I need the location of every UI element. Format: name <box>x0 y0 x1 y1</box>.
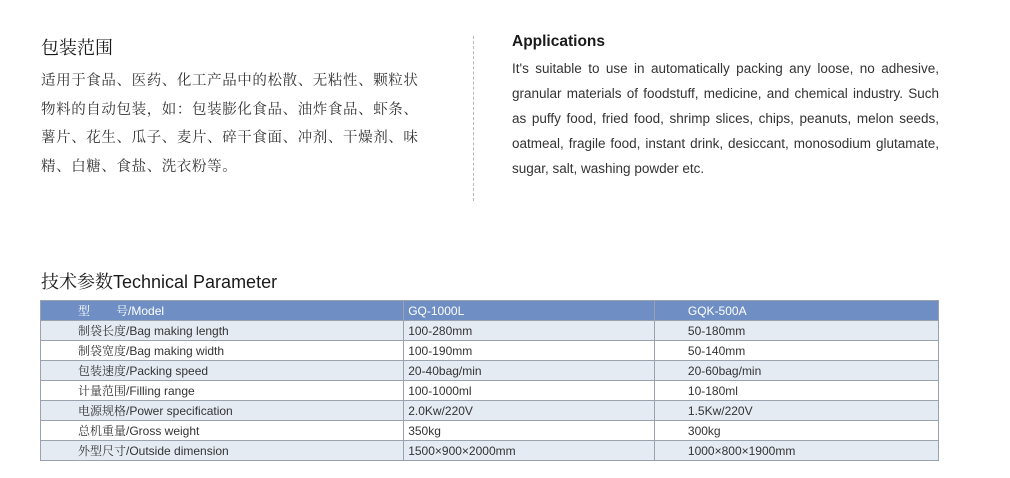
param-value-model-2: 50-140mm <box>654 341 938 361</box>
param-label: 总机重量/Gross weight <box>41 421 404 441</box>
param-value-model-1: 100-190mm <box>404 341 655 361</box>
packing-scope-line: 物料的自动包装，如：包装膨化食品、油炸食品、虾条、 <box>41 101 419 118</box>
param-label: 包装速度/Packing speed <box>41 361 404 381</box>
table-row <box>41 321 939 341</box>
applications-text: It's suitable to use in automatically packing any loose, no adhesive, granular materials of foodstuff, medicine, and chemical industry. Such as puffy food, fried food, shrimp slices, chips, peanuts, melon seeds, oatmeal, fragile food, instant drink, desiccant, monosodium glutamate, sugar, salt, washing powder etc. <box>512 61 939 176</box>
section-divider <box>473 36 474 201</box>
applications-title: Applications <box>512 33 606 50</box>
param-value-model-1: 1500×900×2000mm <box>404 441 655 461</box>
param-value-model-2: 20-60bag/min <box>654 361 938 381</box>
param-label: 电源规格/Power specification <box>41 401 404 421</box>
model-2-header: GQK-500A <box>654 301 938 321</box>
param-value-model-1: 350kg <box>404 421 655 441</box>
param-value-model-2: 300kg <box>654 421 938 441</box>
table-row <box>41 401 939 421</box>
technical-parameter-table <box>40 300 939 461</box>
model-1-header: GQ-1000L <box>404 301 655 321</box>
model-label-rest: 号/Model <box>116 303 165 318</box>
param-value-model-2: 10-180ml <box>654 381 938 401</box>
param-value-model-2: 1000×800×1900mm <box>654 441 938 461</box>
table-row <box>41 341 939 361</box>
table-row <box>41 421 939 441</box>
model-label-cell <box>41 301 404 321</box>
table-row <box>41 381 939 401</box>
param-label: 计量范围/Filling range <box>41 381 404 401</box>
param-value-model-1: 20-40bag/min <box>404 361 655 381</box>
table-row <box>41 361 939 381</box>
packing-scope-title: 包装范围 <box>41 38 113 58</box>
english-description <box>512 33 939 181</box>
param-value-model-1: 100-280mm <box>404 321 655 341</box>
param-value-model-1: 2.0Kw/220V <box>404 401 655 421</box>
param-value-model-1: 100-1000ml <box>404 381 655 401</box>
table-header-row <box>41 301 939 321</box>
model-label-cn: 型 <box>78 303 91 318</box>
technical-parameter-title: 技术参数Technical Parameter <box>41 272 278 292</box>
table-row <box>41 441 939 461</box>
chinese-description <box>41 36 456 181</box>
param-value-model-2: 1.5Kw/220V <box>654 401 938 421</box>
param-label: 外型尺寸/Outside dimension <box>41 441 404 461</box>
param-label: 制袋长度/Bag making length <box>41 321 404 341</box>
packing-scope-line: 适用于食品、医药、化工产品中的松散、无粘性、颗粒状 <box>41 73 419 89</box>
param-value-model-2: 50-180mm <box>654 321 938 341</box>
packing-scope-line: 薯片、花生、瓜子、麦片、碎干食面、冲剂、干燥剂、味 <box>41 130 419 146</box>
param-label: 制袋宽度/Bag making width <box>41 341 404 361</box>
packing-scope-text <box>41 67 456 181</box>
packing-scope-line: 精、白糖、食盐、洗衣粉等。 <box>41 158 238 175</box>
